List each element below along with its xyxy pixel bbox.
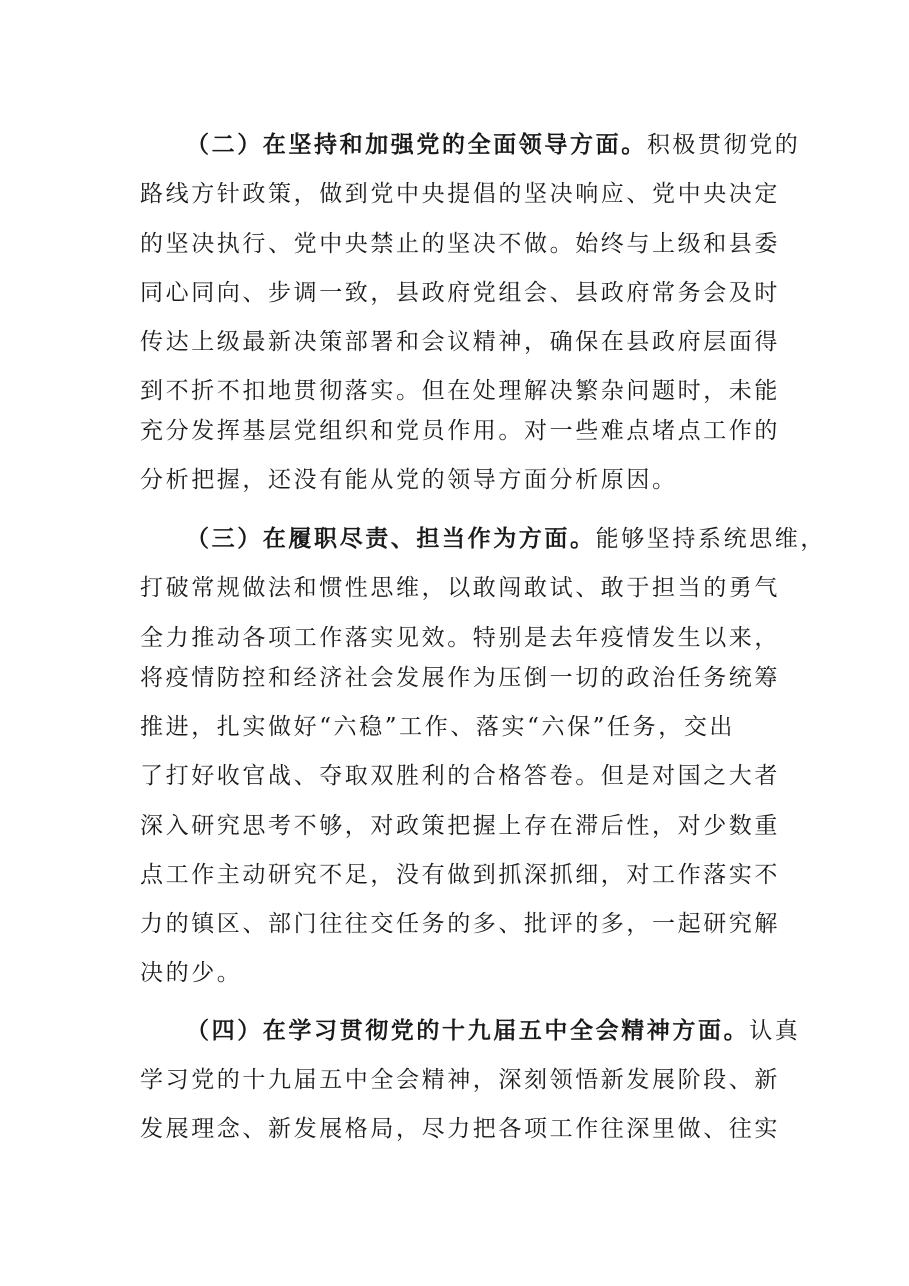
paragraph-line: 学习党的十九届五中全会精神，深刻领悟新发展阶段、新: [140, 1067, 780, 1093]
paragraph-line: 将疫情防控和经济社会发展作为压倒一切的政治任务统筹: [140, 665, 780, 691]
paragraph-line: 充分发挥基层党组织和党员作用。对一些难点堵点工作的: [140, 418, 780, 444]
paragraph-line: 打破常规做法和惯性思维，以敢闯敢试、敢于担当的勇气: [140, 575, 780, 601]
paragraph-line: 分析把握，还没有能从党的领导方面分析原因。: [140, 467, 678, 493]
paragraph-line: 推进，扎实做好“六稳”工作、落实“六保”任务，交出: [140, 714, 736, 740]
paragraph-line: 全力推动各项工作落实见效。特别是去年疫情发生以来，: [140, 625, 780, 651]
paragraph-text: 认真: [749, 1018, 801, 1044]
section-heading: （四）在学习贯彻党的十九届五中全会精神方面。: [186, 1017, 750, 1044]
paragraph-text: 能够坚持系统思维，: [595, 526, 827, 552]
section-heading: （二）在坚持和加强党的全面领导方面。: [186, 131, 647, 158]
paragraph-line: 到不折不扣地贯彻落实。但在处理解决繁杂问题时，未能: [140, 378, 780, 404]
paragraph-line: 路线方针政策，做到党中央提倡的坚决响应、党中央决定: [140, 181, 780, 207]
paragraph-line: 发展理念、新发展格局，尽力把各项工作往深里做、往实: [140, 1116, 780, 1142]
paragraph-first-line: [186, 130, 826, 160]
paragraph-first-line: [186, 1016, 826, 1046]
paragraph-line: 同心同向、步调一致，县政府党组会、县政府常务会及时: [140, 280, 780, 306]
paragraph-line: 了打好收官战、夺取双胜利的合格答卷。但是对国之大者: [140, 763, 780, 789]
paragraph-line: 点工作主动研究不足，没有做到抓深抓细，对工作落实不: [140, 862, 780, 888]
paragraph-line: 传达上级最新决策部署和会议精神，确保在县政府层面得: [140, 329, 780, 355]
paragraph-line: 的坚决执行、党中央禁止的坚决不做。始终与上级和县委: [140, 231, 780, 257]
paragraph-line: 深入研究思考不够，对政策把握上存在滞后性，对少数重: [140, 813, 780, 839]
paragraph-text: 积极贯彻党的: [646, 132, 801, 158]
section-heading: （三）在履职尽责、担当作为方面。: [186, 525, 596, 552]
paragraph-line: 决的少。: [140, 960, 243, 986]
paragraph-line: 力的镇区、部门往往交任务的多、批评的多，一起研究解: [140, 911, 780, 937]
paragraph-first-line: [186, 524, 826, 554]
